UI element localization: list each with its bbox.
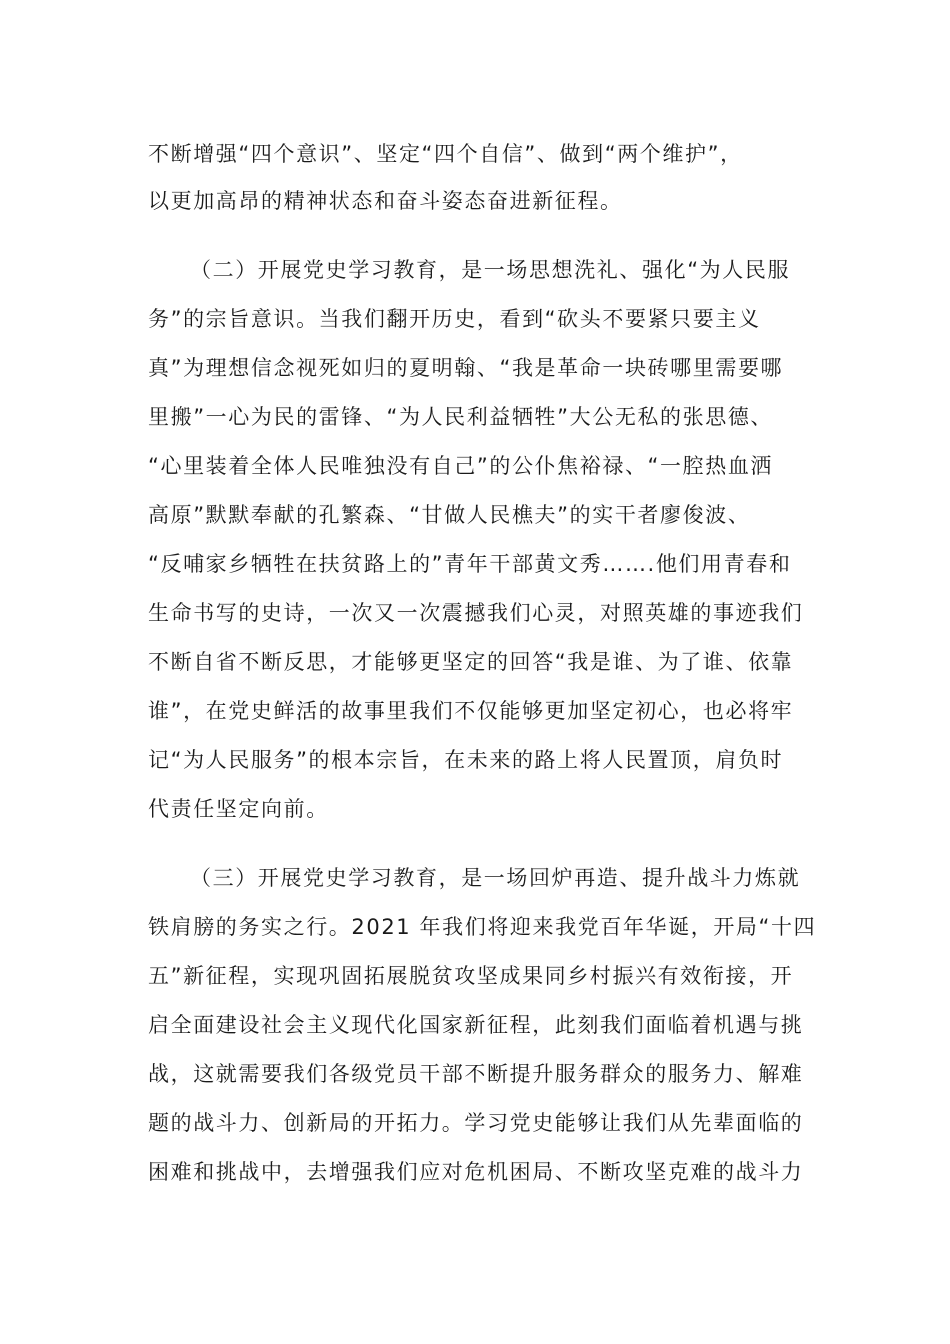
paragraph-line: 铁肩膀的务实之行。2021 年我们将迎来我党百年华诞，开局“十四 [148,915,817,939]
paragraph-line: 五”新征程，实现巩固拓展脱贫攻坚成果同乡村振兴有效衔接，开 [148,964,794,988]
paragraph-line: 困难和挑战中，去增强我们应对危机困局、不断攻坚克难的战斗力 [148,1160,804,1184]
paragraph-line: 不断增强“四个意识”、坚定“四个自信”、做到“两个维护”， [148,142,743,166]
section-three-first-line: （三）开展党史学习教育，是一场回炉再造、提升战斗力炼就 [190,866,801,890]
paragraph-line: 真”为理想信念视死如归的夏明翰、“我是革命一块砖哪里需要哪 [148,356,784,380]
paragraph-line: 以更加高昂的精神状态和奋斗姿态奋进新征程。 [148,189,623,213]
paragraph-line: “心里装着全体人民唯独没有自己”的公仆焦裕禄、“一腔热血洒 [148,454,774,478]
paragraph-line: 题的战斗力、创新局的开拓力。学习党史能够让我们从先辈面临的 [148,1111,804,1135]
section-two-first-line: （二）开展党史学习教育，是一场思想洗礼、强化“为人民服 [190,258,791,282]
paragraph-line: 务”的宗旨意识。当我们翻开历史，看到“砍头不要紧只要主义 [148,307,761,331]
paragraph-line: 战，这就需要我们各级党员干部不断提升服务群众的服务力、解难 [148,1062,804,1086]
paragraph-line: “反哺家乡牺牲在扶贫路上的”青年干部黄文秀…….他们用青春和 [148,552,792,576]
paragraph-line: 高原”默默奉献的孔繁森、“甘做人民樵夫”的实干者廖俊波、 [148,503,751,527]
paragraph-line: 里搬”一心为民的雷锋、“为人民利益牺牲”大公无私的张思德、 [148,405,774,429]
paragraph-line: 代责任坚定向前。 [148,797,329,821]
paragraph-line: 不断自省不断反思，才能够更坚定的回答“我是谁、为了谁、依靠 [148,650,794,674]
paragraph-line: 启全面建设社会主义现代化国家新征程，此刻我们面临着机遇与挑 [148,1013,804,1037]
paragraph-line: 生命书写的史诗，一次又一次震撼我们心灵，对照英雄的事迹我们 [148,601,804,625]
paragraph-line: 记“为人民服务”的根本宗旨，在未来的路上将人民置顶，肩负时 [148,748,784,772]
paragraph-line: 谁”，在党史鲜活的故事里我们不仅能够更加坚定初心，也必将牢 [148,699,794,723]
